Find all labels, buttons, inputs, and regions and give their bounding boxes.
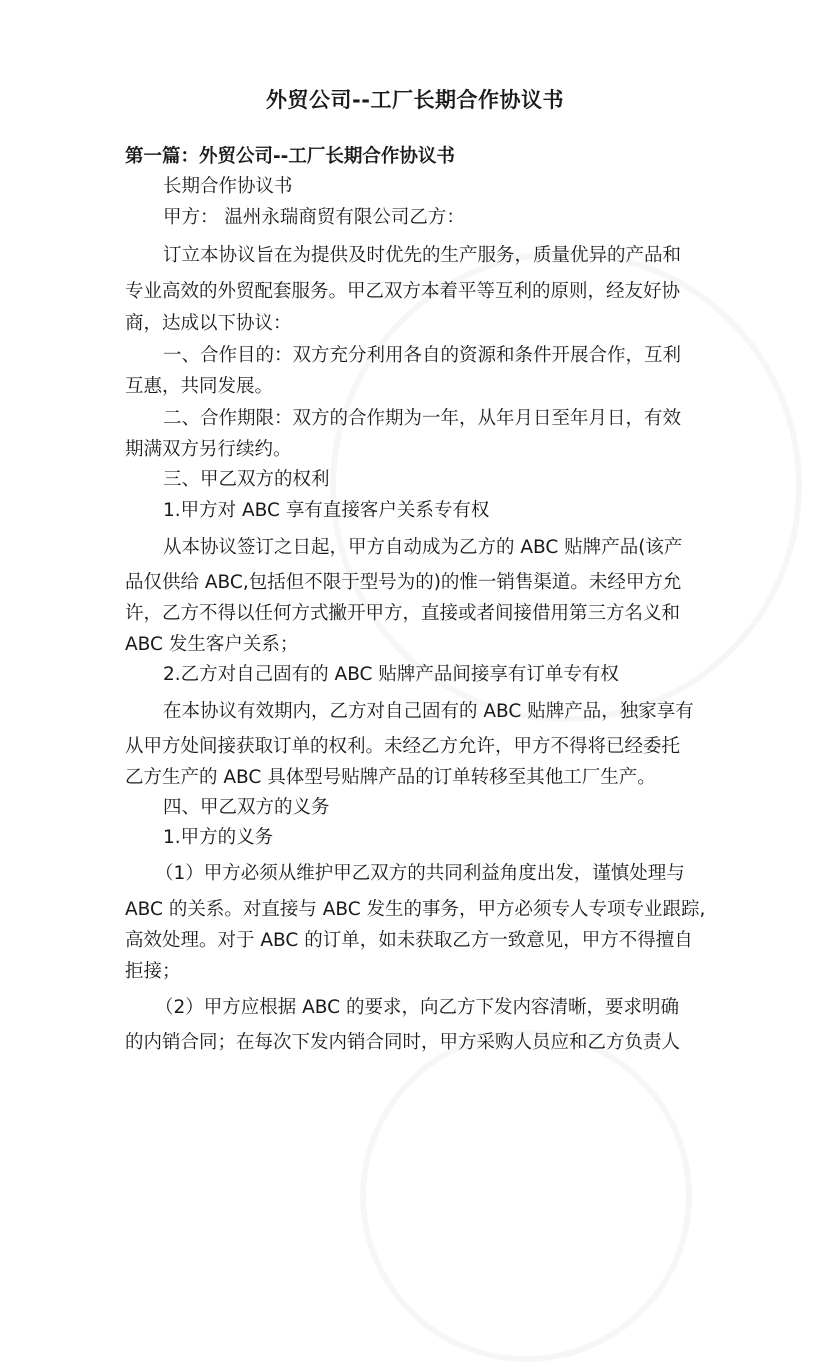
paragraph-line: 二、合作期限：双方的合作期为一年，从年月日至年月日，有效: [163, 408, 682, 429]
paragraph-line: 专业高效的外贸配套服务。甲乙双方本着平等互利的原则，经友好协: [125, 281, 681, 302]
paragraph-line: 甲方： 温州永瑞商贸有限公司乙方：: [163, 207, 465, 228]
paragraph-line: 的内销合同；在每次下发内销合同时，甲方采购人员应和乙方负责人: [125, 1032, 681, 1053]
paragraph-line: 1.甲方的义务: [163, 827, 274, 848]
paragraph-line: （2）甲方应根据 ABC 的要求，向乙方下发内容清晰，要求明确: [155, 997, 679, 1018]
paragraph-line: ABC 的关系。对直接与 ABC 发生的事务，甲方必须专人专项专业跟踪,: [125, 899, 706, 920]
paragraph-line: 从本协议签订之日起，甲方自动成为乙方的 ABC 贴牌产品(该产: [163, 537, 683, 558]
paragraph-line: 长期合作协议书: [163, 176, 293, 197]
paragraph-line: 高效处理。对于 ABC 的订单，如未获取乙方一致意见，甲方不得擅自: [125, 930, 693, 951]
paragraph-line: ABC 发生客户关系；: [125, 634, 299, 655]
section-heading: 第一篇：外贸公司--工厂长期合作协议书: [125, 146, 455, 167]
paragraph-line: 三、甲乙双方的权利: [163, 469, 330, 490]
paragraph-line: 拒接；: [125, 961, 181, 982]
watermark-seal: [360, 1030, 692, 1362]
paragraph-line: （1）甲方必须从维护甲乙双方的共同利益角度出发，谨慎处理与: [155, 863, 685, 884]
paragraph-line: 乙方生产的 ABC 具体型号贴牌产品的订单转移至其他工厂生产。: [125, 767, 656, 788]
paragraph-line: 1.甲方对 ABC 享有直接客户关系专有权: [163, 500, 490, 521]
paragraph-line: 商，达成以下协议：: [125, 313, 292, 334]
document-title: 外贸公司--工厂长期合作协议书: [266, 88, 564, 112]
paragraph-line: 2.乙方对自己固有的 ABC 贴牌产品间接享有订单专有权: [163, 664, 619, 685]
paragraph-line: 在本协议有效期内，乙方对自己固有的 ABC 贴牌产品，独家享有: [163, 701, 694, 722]
paragraph-line: 互惠，共同发展。: [125, 376, 274, 397]
paragraph-line: 四、甲乙双方的义务: [163, 797, 330, 818]
paragraph-line: 许，乙方不得以任何方式撇开甲方，直接或者间接借用第三方名义和: [125, 603, 681, 624]
paragraph-line: 一、合作目的：双方充分利用各自的资源和条件开展合作，互利: [163, 345, 682, 366]
paragraph-line: 品仅供给 ABC,包括但不限于型号为的)的惟一销售渠道。未经甲方允: [125, 572, 682, 593]
paragraph-line: 从甲方处间接获取订单的权利。未经乙方允许，甲方不得将已经委托: [125, 736, 681, 757]
paragraph-line: 订立本协议旨在为提供及时优先的生产服务，质量优异的产品和: [163, 245, 682, 266]
paragraph-line: 期满双方另行续约。: [125, 439, 292, 460]
